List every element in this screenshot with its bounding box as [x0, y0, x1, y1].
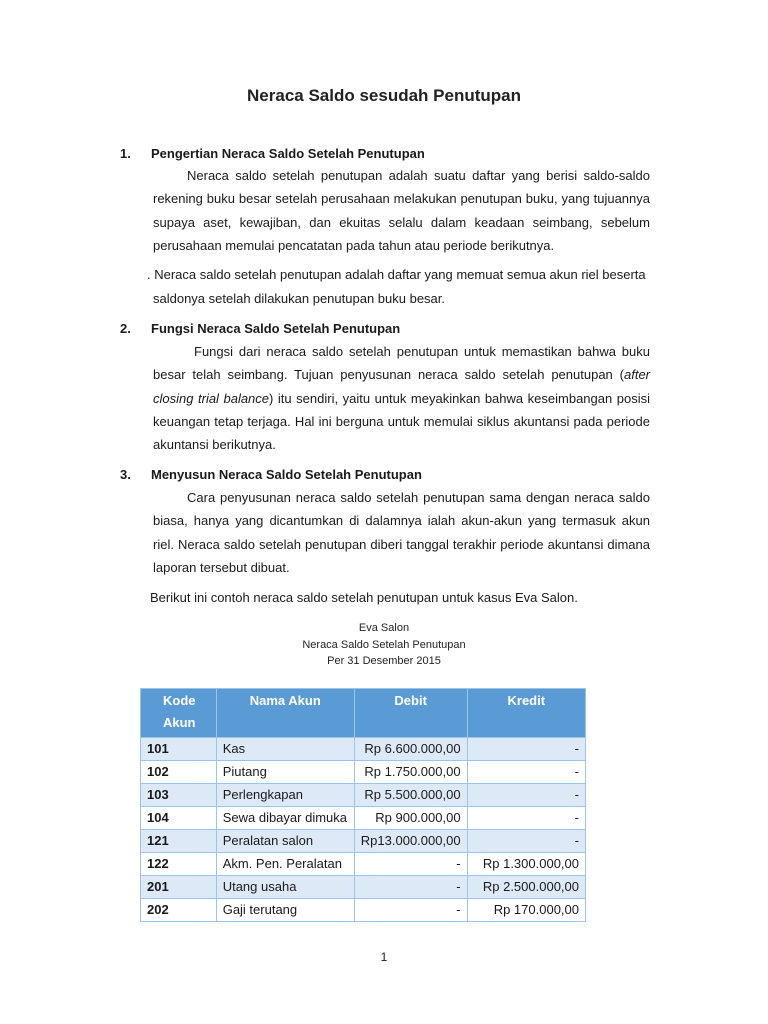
cell-kode: 103	[141, 784, 217, 807]
cell-nama: Piutang	[216, 761, 354, 784]
page-title: Neraca Saldo sesudah Penutupan	[247, 86, 521, 105]
cell-debit: Rp13.000.000,00	[354, 830, 467, 853]
cell-debit: -	[354, 899, 467, 922]
table-row	[141, 899, 586, 922]
header-kredit: Kredit	[467, 689, 585, 738]
cell-kredit: Rp 170.000,00	[467, 899, 585, 922]
cell-debit: -	[354, 853, 467, 876]
section-1-paragraph: Neraca saldo setelah penutupan adalah suatu daftar yang berisi saldo-saldo rekening buku besar setelah perusahaan melakukan penutupan buku, yang tujuannya supaya aset, kewajiban, dan ekuitas selalu dalam keadaan seimbang, sebelum perusahaan memulai pencatatan pada tahun atau periode berikutnya.	[153, 168, 650, 253]
section-2-title: Fungsi Neraca Saldo Setelah Penutupan	[151, 321, 401, 336]
section-2-paragraph-end: ) itu sendiri, yaitu untuk meyakinkan bahwa keseimbangan posisi keuangan tetap terjaga. Hal ini berguna untuk memulai siklus akuntansi pada periode akuntansi berikutnya.	[153, 390, 650, 453]
section-1-number: 1.	[120, 146, 131, 161]
cell-kode: 101	[141, 738, 217, 761]
table-header-row	[141, 689, 586, 738]
header-debit: Debit	[354, 689, 467, 738]
cell-kode: 122	[141, 853, 217, 876]
section-2-paragraph-italic: after closing trial balance	[153, 367, 650, 406]
cell-nama: Sewa dibayar dimuka	[216, 807, 354, 830]
statement-name: Neraca Saldo Setelah Penutupan	[302, 639, 466, 651]
page-number: 1	[380, 950, 388, 964]
section-1-note-line-1: . Neraca saldo setelah penutupan adalah daftar yang memuat semua akun riel beserta	[147, 267, 646, 282]
cell-kode: 102	[141, 761, 217, 784]
table-row	[141, 830, 586, 853]
section-3-heading	[120, 467, 422, 482]
cell-debit: Rp 6.600.000,00	[354, 738, 467, 761]
cell-nama: Kas	[216, 738, 354, 761]
header-nama-akun: Nama Akun	[216, 689, 354, 738]
cell-kredit: -	[467, 807, 585, 830]
cell-debit: -	[354, 876, 467, 899]
table-row	[141, 876, 586, 899]
cell-kredit: Rp 2.500.000,00	[467, 876, 585, 899]
section-3-title: Menyusun Neraca Saldo Setelah Penutupan	[151, 467, 422, 482]
cell-kredit: -	[467, 761, 585, 784]
cell-kode: 202	[141, 899, 217, 922]
cell-debit: Rp 5.500.000,00	[354, 784, 467, 807]
cell-kredit: -	[467, 738, 585, 761]
header-kode-akun: Kode Akun	[141, 689, 217, 738]
section-1-note-line-2: saldonya setelah dilakukan penutupan buku besar.	[153, 291, 445, 306]
section-1-title: Pengertian Neraca Saldo Setelah Penutupan	[151, 146, 425, 161]
cell-kode: 104	[141, 807, 217, 830]
statement-company: Eva Salon	[358, 622, 410, 634]
cell-debit: Rp 900.000,00	[354, 807, 467, 830]
table-row	[141, 807, 586, 830]
section-2-number: 2.	[120, 321, 131, 336]
cell-kode: 201	[141, 876, 217, 899]
section-1-heading	[120, 146, 425, 161]
section-3-paragraph: Cara penyusunan neraca saldo setelah penutupan sama dengan neraca saldo biasa, hanya yang dicantumkan di dalamnya ialah akun-akun yang termasuk akun riel. Neraca saldo setelah penutupan diberi tanggal terakhir periode akuntansi dimana laporan tersebut dibuat.	[153, 490, 650, 575]
cell-nama: Utang usaha	[216, 876, 354, 899]
cell-nama: Akm. Pen. Peralatan	[216, 853, 354, 876]
cell-nama: Perlengkapan	[216, 784, 354, 807]
example-intro: Berikut ini contoh neraca saldo setelah penutupan untuk kasus Eva Salon.	[150, 590, 578, 605]
section-3-number: 3.	[120, 467, 131, 482]
cell-kredit: -	[467, 830, 585, 853]
cell-kode: 121	[141, 830, 217, 853]
cell-nama: Gaji terutang	[216, 899, 354, 922]
table-row	[141, 784, 586, 807]
section-2-heading	[120, 321, 400, 336]
cell-kredit: Rp 1.300.000,00	[467, 853, 585, 876]
cell-debit: Rp 1.750.000,00	[354, 761, 467, 784]
trial-balance-table	[140, 688, 586, 922]
table-row	[141, 761, 586, 784]
section-2-paragraph	[153, 340, 650, 456]
cell-kredit: -	[467, 784, 585, 807]
section-2-paragraph-start: Fungsi dari neraca saldo setelah penutupan untuk memastikan bahwa buku besar telah seimbang. Tujuan penyusunan neraca saldo setelah penutupan (	[153, 344, 650, 383]
statement-date: Per 31 Desember 2015	[327, 655, 441, 667]
cell-nama: Peralatan salon	[216, 830, 354, 853]
table-row	[141, 853, 586, 876]
table-row	[141, 738, 586, 761]
